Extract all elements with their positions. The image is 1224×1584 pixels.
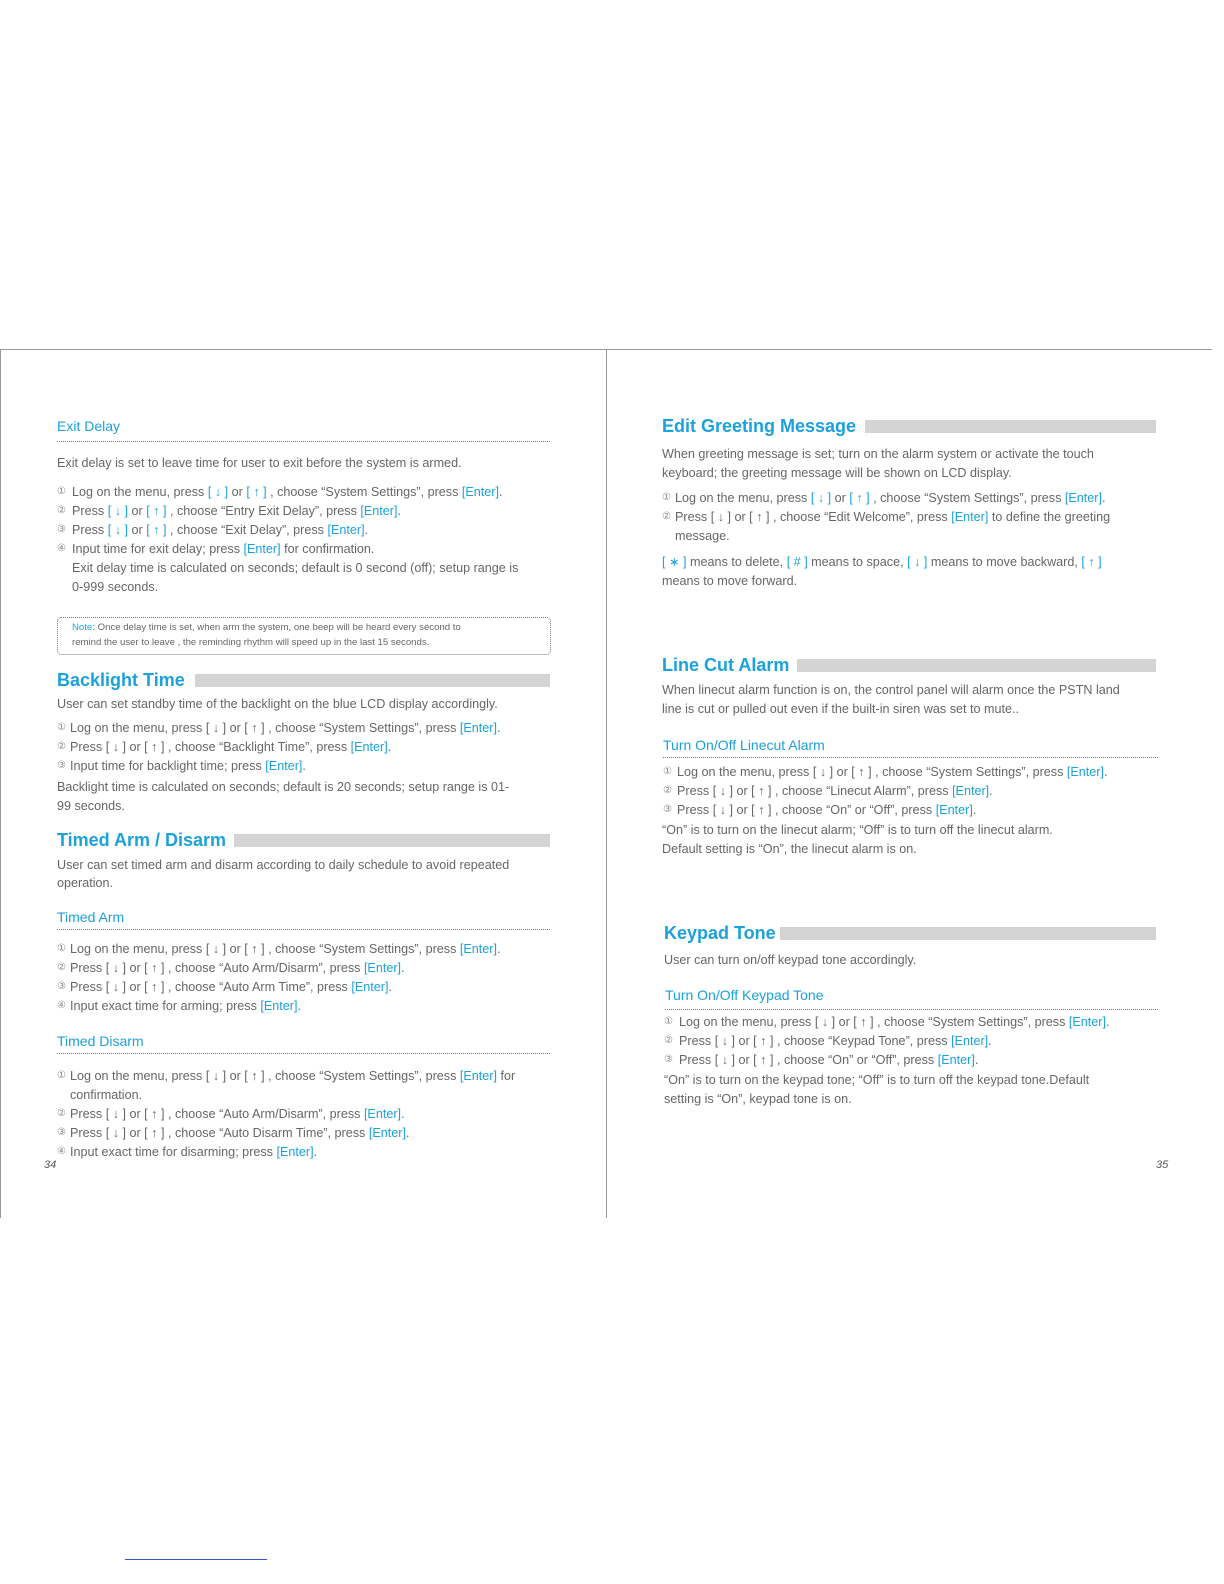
text-run: means to delete, — [686, 555, 787, 569]
step-text — [72, 522, 368, 538]
text-run: . — [397, 504, 401, 518]
text-run: Press [ ↓ ] or [ ↑ ] , choose “Auto Arm Time”, press — [70, 980, 352, 994]
step-text — [70, 979, 392, 995]
step-text — [677, 764, 1108, 780]
key-label: [Enter] — [363, 1107, 402, 1121]
step-number: ④ — [57, 1146, 66, 1157]
note-text — [72, 621, 461, 634]
key-label: [ ↓ ] — [810, 491, 832, 505]
page-number: 35 — [1156, 1159, 1169, 1171]
step-text — [70, 720, 501, 736]
key-label: [ ↓ ] — [907, 555, 928, 569]
body-text: “On” is to turn on the linecut alarm; “Off” is to turn off the linecut alarm. — [662, 823, 1053, 837]
key-label: [Enter] — [351, 980, 389, 994]
page-number: 34 — [44, 1159, 57, 1171]
text-run: . — [499, 485, 503, 499]
body-text: User can set timed arm and disarm according to daily schedule to avoid repeated — [57, 858, 510, 872]
title-bar — [797, 659, 1156, 672]
key-label: [Enter] — [935, 803, 973, 817]
step-text — [70, 1106, 405, 1122]
text-run: means to move backward, — [927, 555, 1082, 569]
body-text: keyboard; the greeting message will be shown on LCD display. — [662, 466, 1012, 480]
body-text: User can set standby time of the backlight on the blue LCD display accordingly. — [57, 697, 498, 711]
step-text — [70, 998, 301, 1014]
key-label: [ ↑ ] — [146, 504, 167, 518]
step-text — [70, 1087, 142, 1103]
text-run: . — [401, 961, 405, 975]
section-title: Keypad Tone — [664, 923, 776, 943]
text-run: or — [128, 523, 147, 537]
step-text — [72, 503, 401, 519]
text-run: Log on the menu, press [ ↓ ] or [ ↑ ] , choose “System Settings”, press — [677, 765, 1067, 779]
step-number: ④ — [57, 543, 66, 554]
text-run: to define the greeting — [988, 510, 1111, 524]
key-label: [Enter] — [363, 961, 402, 975]
text-run: means to space, — [807, 555, 908, 569]
step-text — [70, 1125, 409, 1141]
text-run: . — [972, 803, 977, 817]
text-run: or — [128, 504, 147, 518]
text-run: remind the user to leave , the reminding rhythm will speed up in the last 15 seconds. — [72, 637, 430, 648]
text-run: . — [988, 1034, 992, 1048]
key-label: [ ↓ ] — [107, 504, 128, 518]
text-run: . — [388, 980, 392, 994]
text-run: Press [ ↓ ] or [ ↑ ] , choose “Auto Disarm Time”, press — [70, 1126, 369, 1140]
text-run: Log on the menu, press [ ↓ ] or [ ↑ ] , choose “System Settings”, press — [70, 942, 460, 956]
step-text — [70, 941, 501, 957]
subsection-title: Turn On/Off Keypad Tone — [665, 987, 824, 1003]
text-run: Log on the menu, press [ ↓ ] or [ ↑ ] , choose “System Settings”, press — [679, 1015, 1069, 1029]
text-run: Press [ ↓ ] or [ ↑ ] , choose “Linecut Alarm”, press — [677, 784, 953, 798]
text-run: Log on the menu, press [ ↓ ] or [ ↑ ] , choose “System Settings”, press — [70, 1069, 460, 1083]
text-run: . — [401, 1107, 405, 1121]
step-text — [679, 1033, 992, 1049]
step-number: ① — [57, 722, 66, 733]
key-label: [Enter] — [327, 523, 365, 537]
step-text — [675, 528, 730, 544]
text-run: Press [ ↓ ] or [ ↑ ] , choose “On” or “Off”, press — [679, 1053, 938, 1067]
key-label: [Enter] — [1064, 491, 1103, 505]
body-text: line is cut or pulled out even if the built-in siren was set to mute.. — [662, 702, 1020, 716]
step-text — [70, 1068, 515, 1084]
step-number: ② — [662, 511, 671, 522]
step-number: ③ — [57, 760, 66, 771]
step-number: ① — [57, 486, 66, 497]
step-number: ② — [664, 1035, 673, 1046]
body-text: When linecut alarm function is on, the control panel will alarm once the PSTN land — [662, 683, 1120, 697]
left-border — [0, 349, 1, 1218]
text-run: , choose “Entry Exit Delay”, press — [166, 504, 361, 518]
key-label: Note: — [72, 622, 95, 633]
key-label: [Enter] — [368, 1126, 406, 1140]
title-bar — [195, 674, 550, 687]
body-text: Exit delay is set to leave time for user to exit before the system is armed. — [57, 456, 462, 470]
text-run: . — [405, 1126, 410, 1140]
key-label: [Enter] — [459, 942, 497, 956]
step-number: ① — [663, 766, 672, 777]
section-title: Edit Greeting Message — [662, 416, 857, 436]
title-bar — [234, 834, 550, 847]
text-run: . — [989, 784, 993, 798]
subsection-title: Timed Arm — [57, 909, 125, 925]
step-number: ② — [57, 505, 66, 516]
subsection-title: Timed Disarm — [57, 1033, 144, 1049]
title-bar — [865, 420, 1156, 433]
step-text — [679, 1052, 978, 1068]
body-text: Backlight time is calculated on seconds; default is 20 seconds; setup range is 01- — [57, 780, 510, 794]
step-text — [70, 1144, 317, 1160]
page-divider — [606, 349, 607, 1218]
key-label: [ ∗ ] — [662, 555, 687, 569]
step-number: ③ — [663, 804, 672, 815]
step-text — [70, 739, 391, 755]
body-text — [662, 554, 1102, 570]
step-text — [675, 509, 1110, 525]
footer-link-underline — [125, 1559, 267, 1560]
key-label: [Enter] — [952, 784, 990, 798]
step-number: ① — [662, 492, 671, 503]
step-text — [675, 490, 1106, 506]
text-run: Press [ ↓ ] or [ ↑ ] , choose “Backlight Time”, press — [70, 740, 351, 754]
text-run: Press [ ↓ ] or [ ↑ ] , choose “Auto Arm/Disarm”, press — [70, 961, 364, 975]
text-run: Press [ ↓ ] or [ ↑ ] , choose “Auto Arm/Disarm”, press — [70, 1107, 364, 1121]
text-run: , choose “Exit Delay”, press — [166, 523, 328, 537]
text-run: Press — [72, 504, 108, 518]
body-text: User can turn on/off keypad tone accordingly. — [664, 953, 917, 967]
key-label: [ ↑ ] — [849, 491, 870, 505]
body-text: 0-999 seconds. — [72, 580, 159, 594]
text-run: for — [497, 1069, 516, 1083]
text-run: . — [974, 1053, 979, 1067]
text-run: Input exact time for disarming; press — [70, 1145, 277, 1159]
step-text — [677, 783, 993, 799]
text-run: . — [387, 740, 392, 754]
key-label: [ # ] — [786, 555, 808, 569]
text-run: . — [364, 523, 369, 537]
step-number: ④ — [57, 1000, 66, 1011]
text-run: , choose “System Settings”, press — [869, 491, 1065, 505]
step-number: ③ — [664, 1054, 673, 1065]
key-label: [Enter] — [360, 504, 398, 518]
key-label: [Enter] — [1068, 1015, 1106, 1029]
section-title: Timed Arm / Disarm — [57, 830, 227, 850]
text-run: or — [228, 485, 247, 499]
text-run: confirmation. — [70, 1088, 143, 1102]
step-text — [679, 1014, 1110, 1030]
step-text — [72, 484, 503, 500]
text-run: . — [1104, 765, 1108, 779]
key-label: [Enter] — [276, 1145, 314, 1159]
text-run: . — [497, 942, 501, 956]
body-text: operation. — [57, 876, 114, 890]
text-run: . — [313, 1145, 318, 1159]
key-label: [Enter] — [243, 542, 281, 556]
text-run: . — [297, 999, 301, 1013]
text-run: Press [ ↓ ] or [ ↑ ] , choose “Keypad Tone”, press — [679, 1034, 952, 1048]
text-run: Input exact time for arming; press — [70, 999, 261, 1013]
body-text: Default setting is “On”, the linecut alarm is on. — [662, 842, 917, 856]
key-label: [ ↑ ] — [146, 523, 167, 537]
step-number: ③ — [57, 981, 66, 992]
dotted-rule — [663, 757, 1158, 758]
subsection-title: Exit Delay — [57, 418, 121, 434]
key-label: [Enter] — [459, 1069, 497, 1083]
key-label: [ ↑ ] — [1081, 555, 1102, 569]
text-run: Log on the menu, press — [675, 491, 811, 505]
text-run: means to move forward. — [662, 574, 798, 588]
text-run: Log on the menu, press [ ↓ ] or [ ↑ ] , choose “System Settings”, press — [70, 721, 460, 735]
body-text: setting is “On”, keypad tone is on. — [664, 1092, 852, 1106]
text-run: Input time for exit delay; press — [72, 542, 244, 556]
text-run: message. — [675, 529, 730, 543]
key-label: [Enter] — [260, 999, 298, 1013]
step-number: ① — [57, 1070, 66, 1081]
text-run: Press — [72, 523, 108, 537]
note-text — [72, 636, 429, 649]
body-text — [662, 573, 797, 589]
text-run: , choose “System Settings”, press — [266, 485, 462, 499]
section-title: Backlight Time — [57, 670, 185, 690]
step-text — [72, 541, 374, 557]
key-label: [Enter] — [1066, 765, 1104, 779]
step-number: ① — [57, 943, 66, 954]
subsection-title: Turn On/Off Linecut Alarm — [663, 737, 825, 753]
text-run: Input time for backlight time; press — [70, 759, 266, 773]
body-text: “On” is to turn on the keypad tone; “Off” is to turn off the keypad tone.Default — [664, 1073, 1090, 1087]
text-run: . — [1102, 491, 1106, 505]
step-number: ② — [57, 741, 66, 752]
text-run: Once delay time is set, when arm the system, one beep will be heard every second to — [94, 622, 461, 633]
text-run: or — [831, 491, 850, 505]
key-label: [Enter] — [937, 1053, 975, 1067]
dotted-rule — [57, 929, 550, 930]
key-label: [Enter] — [951, 510, 989, 524]
key-label: [ ↑ ] — [246, 485, 267, 499]
key-label: [Enter] — [350, 740, 388, 754]
step-number: ① — [664, 1016, 673, 1027]
text-run: Press [ ↓ ] or [ ↑ ] , choose “On” or “Off”, press — [677, 803, 936, 817]
step-number: ② — [57, 962, 66, 973]
key-label: [ ↓ ] — [107, 523, 128, 537]
text-run: Press [ ↓ ] or [ ↑ ] , choose “Edit Welcome”, press — [675, 510, 952, 524]
key-label: [Enter] — [265, 759, 303, 773]
step-number: ② — [57, 1108, 66, 1119]
text-run: . — [1106, 1015, 1110, 1029]
step-number: ③ — [57, 1127, 66, 1138]
step-text — [70, 960, 405, 976]
key-label: [Enter] — [459, 721, 497, 735]
step-text — [677, 802, 976, 818]
step-text — [70, 758, 306, 774]
key-label: [Enter] — [461, 485, 500, 499]
body-text: Exit delay time is calculated on seconds; default is 0 second (off); setup range is — [72, 561, 519, 575]
dotted-rule — [57, 441, 550, 442]
dotted-rule — [57, 1053, 550, 1054]
key-label: [Enter] — [951, 1034, 989, 1048]
body-text: When greeting message is set; turn on the alarm system or activate the touch — [662, 447, 1094, 461]
dotted-rule — [665, 1009, 1158, 1010]
section-title: Line Cut Alarm — [662, 655, 790, 675]
title-bar — [780, 927, 1156, 940]
text-run: for confirmation. — [280, 542, 375, 556]
text-run: . — [497, 721, 501, 735]
key-label: [ ↓ ] — [207, 485, 229, 499]
step-number: ③ — [57, 524, 66, 535]
step-number: ② — [663, 785, 672, 796]
text-run: Log on the menu, press — [72, 485, 208, 499]
body-text: 99 seconds. — [57, 799, 125, 813]
text-run: . — [302, 759, 306, 773]
